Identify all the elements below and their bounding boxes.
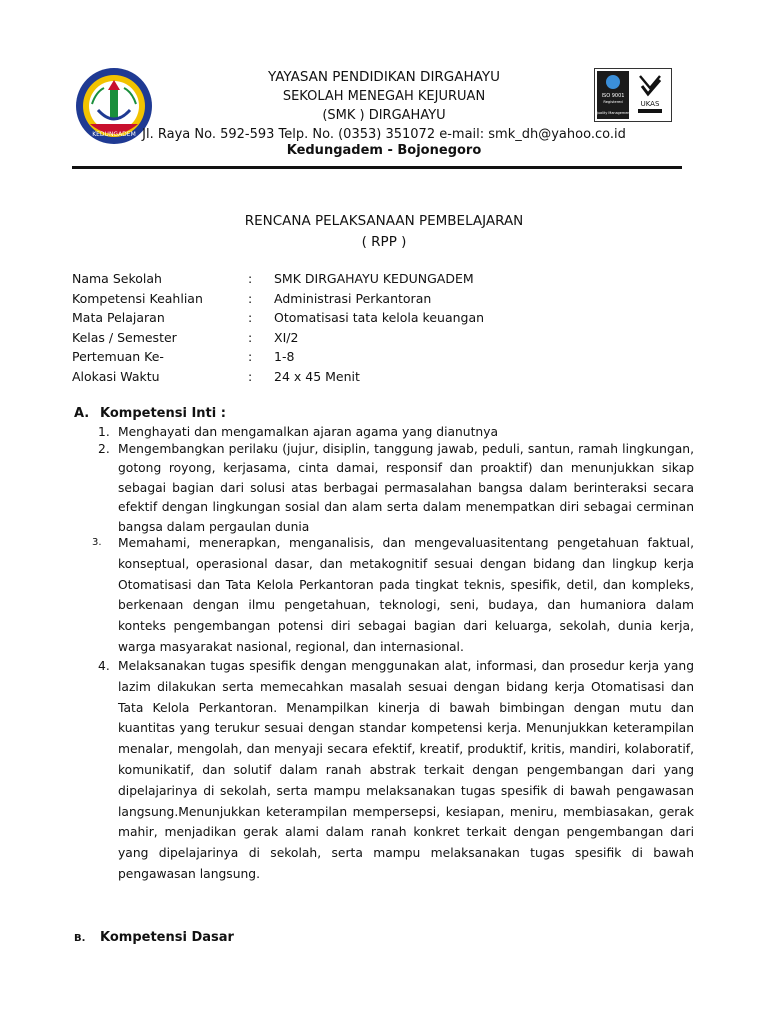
section-b-letter: B. (74, 933, 86, 944)
list-item-text: Mengembangkan perilaku (jujur, disiplin, tanggung jawab, peduli, santun, ramah lingkungan, gotong royong, kerjasama, cinta damai, responsif dan proaktif) dan menunjukkan sikap sebagai bagian dari solusi atas berbagai permasalahan bangsa dalam berinteraksi secara efektif dengan lingkungan sosial dan alam serta dalam menempatkan diri sebagai cerminan bangsa dalam pergaulan dunia (118, 442, 694, 534)
svg-text:Quality Management: Quality Management (595, 111, 631, 115)
document-title: RENCANA PELAKSANAAN PEMBELAJARAN (244, 213, 524, 229)
identity-value: XI/2 (274, 329, 299, 345)
identity-value: 24 x 45 Menit (274, 368, 360, 384)
identity-colon: : (248, 271, 253, 286)
school-address: Jl. Raya No. 592-593 Telp. No. (0353) 351072 e-mail: smk_dh@yahoo.co.id (142, 127, 626, 142)
identity-colon: : (248, 349, 253, 365)
list-item (86, 656, 694, 885)
identity-row (72, 291, 692, 311)
svg-text:UKAS: UKAS (640, 100, 660, 108)
identity-colon: : (248, 310, 253, 326)
foundation-name: YAYASAN PENDIDIKAN DIRGAHAYU (268, 69, 500, 85)
identity-label: Kompetensi Keahlian (72, 290, 203, 306)
document-subtitle: ( RPP ) (361, 234, 407, 250)
list-item-number: 1. (98, 425, 110, 439)
identity-colon: : (248, 329, 253, 345)
list-item-number: 3. (92, 537, 102, 548)
section-b-heading (74, 930, 234, 945)
list-item-number: 2. (98, 442, 110, 456)
list-item-text: Melaksanakan tugas spesifik dengan menggunakan alat, informasi, dan prosedur kerja yang lazim dilakukan serta memecahkan masalah sesuai dengan bidang kerja Otomatisasi dan Tata Kelola Perkantoran. Menampilkan kinerja di bawah bimbingan dengan mutu dan kuantitas yang terukur sesuai dengan standar kompetensi kerja. Menunjukkan keterampilan menalar, mengolah, dan menyaji secara efektif, kreatif, produktif, kritis, mandiri, kolaboratif, komunikatif, dan solutif dalam ranah abstrak terkait dengan pengembangan dari yang dipelajarinya di sekolah, serta mampu melaksanakan tugas spesifik di bawah pengawasan langsung.Menunjukkan keterampilan mempersepsi, kesiapan, meniru, membiasakan, gerak mahir, menjadikan gerak alami dalam ranah konkret terkait dengan pengembangan dari yang dipelajarinya di sekolah, serta mampu melaksanakan tugas spesifik di bawah pengawasan langsung. (118, 659, 694, 881)
identity-label: Mata Pelajaran (72, 310, 165, 326)
identity-row (72, 330, 692, 350)
identity-value: Administrasi Perkantoran (274, 290, 432, 306)
section-a-letter: A. (74, 406, 90, 421)
identity-colon: : (248, 290, 253, 306)
section-a-title: Kompetensi Inti : (100, 406, 226, 421)
list-item (86, 440, 694, 537)
svg-text:Registered: Registered (603, 100, 623, 104)
identity-colon: : (248, 368, 253, 384)
school-short-name: (SMK ) DIRGAHAYU (322, 108, 446, 123)
identity-table (72, 271, 692, 389)
identity-value: Otomatisasi tata kelola keuangan (274, 310, 485, 326)
list-item-number: 4. (98, 659, 110, 673)
identity-row (72, 310, 692, 330)
identity-row (72, 349, 692, 369)
school-city: Kedungadem - Bojonegoro (286, 143, 482, 158)
identity-label: Alokasi Waktu (72, 368, 160, 384)
identity-row (72, 369, 692, 389)
identity-label: Pertemuan Ke- (72, 349, 164, 365)
svg-text:KEDUNGADEM: KEDUNGADEM (92, 131, 136, 138)
list-item-text: Memahami, menerapkan, menganalisis, dan mengevaluasitentang pengetahuan faktual, konseptual, operasional dasar, dan metakognitif sesuai dengan bidang dan lingkup kerja Otomatisasi dan Tata Kelola Perkantoran pada tingkat teknis, spesifik, detil, dan kompleks, berkenaan dengan ilmu pengetahuan, teknologi, seni, budaya, dan humaniora dalam konteks pengembangan potensi diri sebagai bagian dari keluarga, sekolah, dunia kerja, warga masyarakat nasional, regional, dan internasional. (118, 536, 694, 654)
list-item-text: Menghayati dan mengamalkan ajaran agama yang dianutnya (118, 425, 499, 439)
identity-label: Nama Sekolah (72, 271, 162, 286)
section-a-heading (74, 406, 226, 421)
identity-label: Kelas / Semester (72, 329, 177, 345)
identity-value: SMK DIRGAHAYU KEDUNGADEM (274, 271, 474, 286)
section-b-title: Kompetensi Dasar (100, 930, 234, 945)
list-item (86, 533, 694, 658)
identity-value: 1-8 (274, 349, 295, 365)
letterhead-divider (72, 166, 682, 169)
svg-text:ISO 9001: ISO 9001 (601, 93, 625, 99)
identity-row (72, 271, 692, 291)
school-type: SEKOLAH MENEGAH KEJURUAN (282, 89, 486, 104)
